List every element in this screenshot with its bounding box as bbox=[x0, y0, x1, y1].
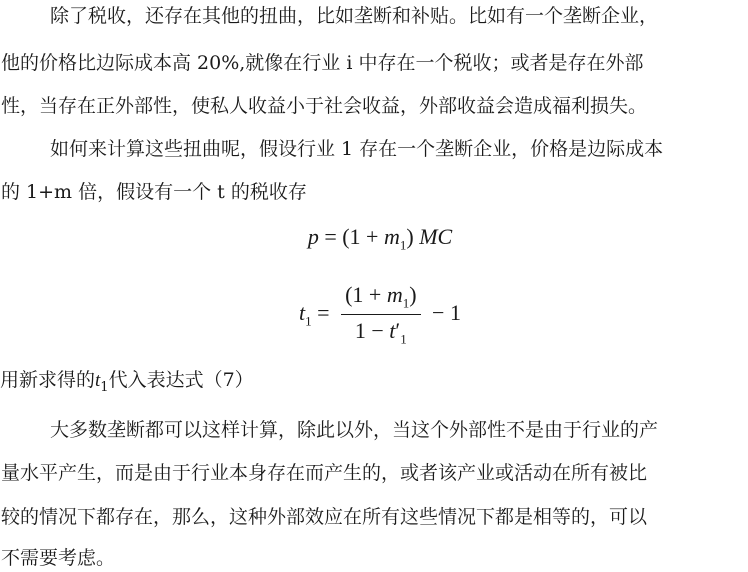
eq-numerator: $(1 + m_1)$ bbox=[341, 282, 420, 315]
eq-equals: = bbox=[317, 299, 330, 325]
text-line: 量水平产生，而是由于行业本身存在而产生的，或者该产业或活动在所有被比 bbox=[1, 462, 648, 484]
text-line: 较的情况下都存在，那么，这种外部效应在所有这些情况下都是相等的，可以 bbox=[1, 506, 648, 528]
text-line: 除了税收，还存在其他的扭曲，比如垄断和补贴。比如有一个垄断企业， bbox=[50, 5, 659, 27]
eq-symbol-t: t bbox=[299, 299, 306, 325]
substitution-line: 用新求得的$t_1$代入表达式（7） bbox=[0, 369, 254, 395]
text-line: 不需要考虑。 bbox=[1, 547, 116, 569]
eq-equals: = bbox=[324, 224, 337, 249]
inline-var-t: t bbox=[95, 370, 101, 391]
text-line: 他的价格比边际成本高 20%,就像在行业 i 中存在一个税收；或者是存在外部 bbox=[1, 52, 644, 74]
eq-symbol-p: p bbox=[307, 224, 319, 249]
eq-sub: 1 bbox=[305, 313, 312, 329]
eq-tail: − 1 bbox=[432, 299, 461, 325]
eq-denominator: $1 - t'_1$ bbox=[354, 318, 407, 347]
equation-tax bbox=[0, 282, 748, 348]
eq-close: ) bbox=[406, 224, 414, 249]
eq-symbol-mc: MC bbox=[419, 224, 453, 249]
text-line: 性，当存在正外部性，使私人收益小于社会收益，外部收益会造成福利损失。 bbox=[1, 95, 648, 117]
inline-sub: 1 bbox=[100, 379, 109, 395]
text-line: 的 1+m 倍，假设有一个 t 的税收存 bbox=[1, 181, 307, 203]
eq-sub: 1 bbox=[399, 237, 407, 253]
eq-open: (1 + bbox=[342, 224, 384, 249]
eq-fraction bbox=[341, 282, 420, 348]
text-line: 大多数垄断都可以这样计算，除此以外，当这个外部性不是由于行业的产 bbox=[50, 419, 659, 441]
eq-symbol-m: m bbox=[383, 224, 400, 249]
equation-price bbox=[0, 224, 748, 253]
text-line: 如何来计算这些扭曲呢，假设行业 1 存在一个垄断企业，价格是边际成本 bbox=[50, 138, 664, 160]
